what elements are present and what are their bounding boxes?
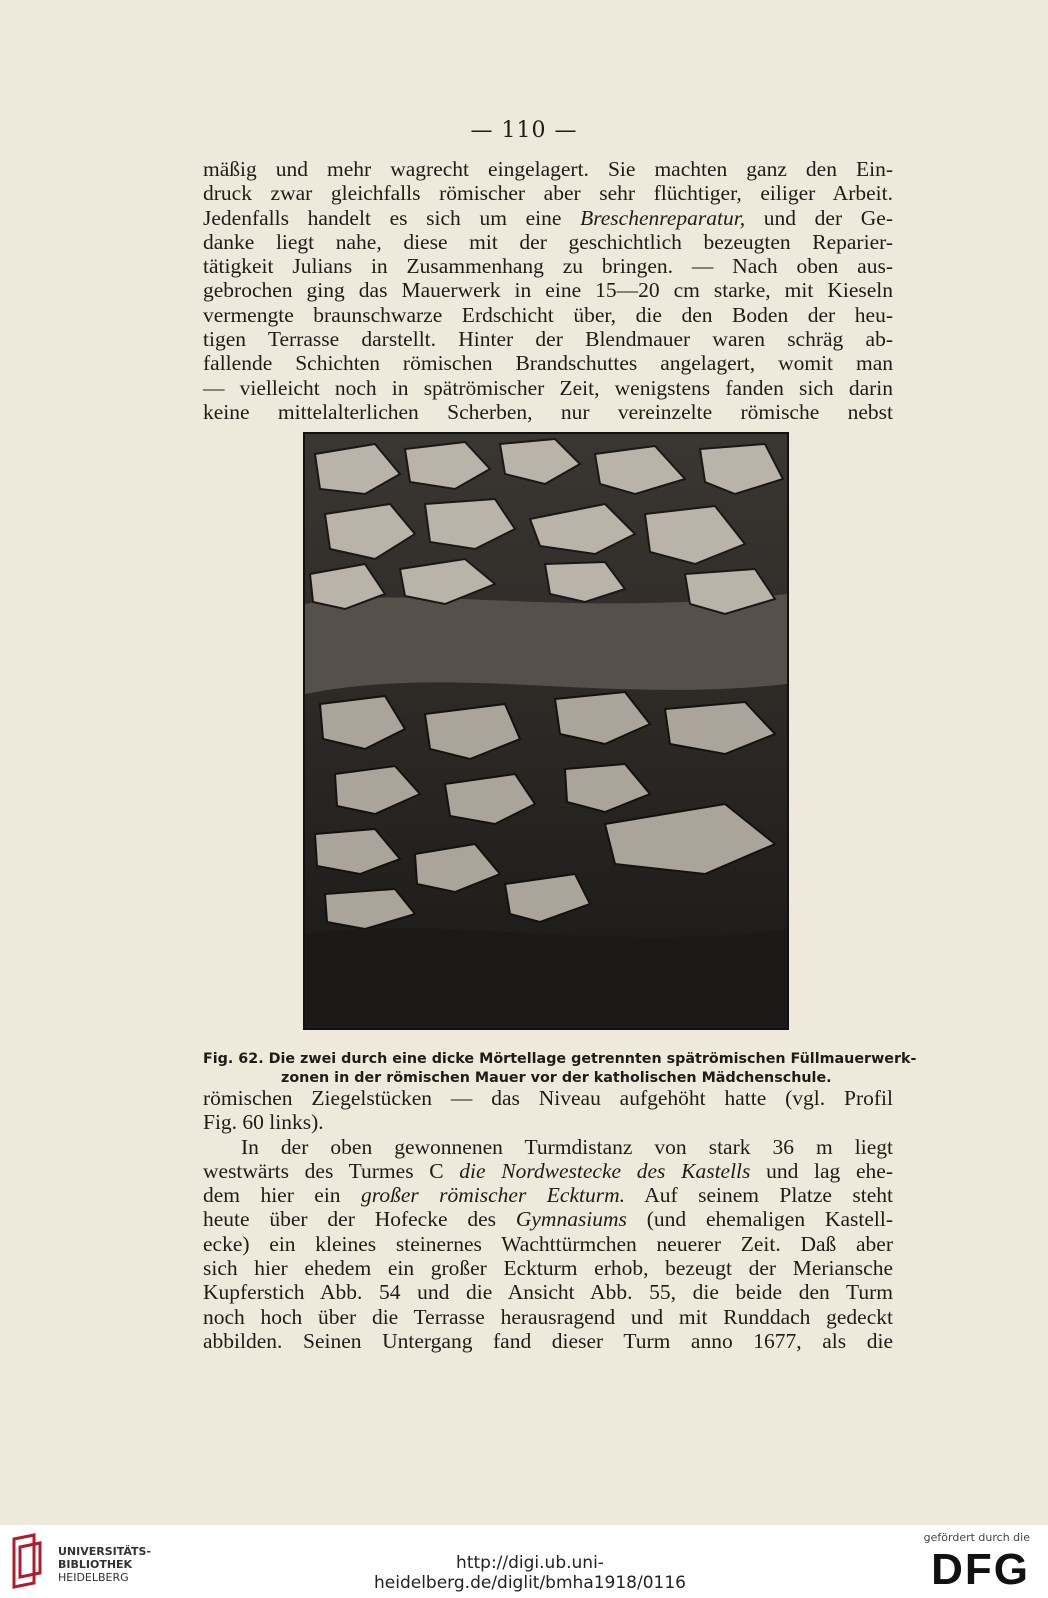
figure-photo-masonry	[303, 432, 789, 1030]
text-line: Fig. 60 links).	[203, 1110, 324, 1135]
text-line: Jedenfalls handelt es sich um eine Breschenreparatur, und der Ge-	[203, 205, 893, 230]
page-number: — 110 —	[470, 118, 578, 143]
text-line: druck zwar gleichfalls römischer aber sehr flüchtiger, eiliger Arbeit.	[203, 181, 893, 206]
text-line: vermengte braunschwarze Erdschicht über, die den Boden der heu-	[203, 302, 893, 327]
text-line: tätigkeit Julians in Zusammenhang zu bringen. — Nach oben aus-	[203, 254, 893, 279]
text-line: — vielleicht noch in spätrömischer Zeit, wenigstens fanden sich darin	[203, 375, 893, 400]
text-line: keine mittelalterlichen Scherben, nur vereinzelte römische nebst	[203, 399, 893, 424]
university-library-logo[interactable]	[10, 1533, 180, 1591]
paragraph-top	[203, 157, 893, 424]
text-line: heute über der Hofecke des Gymnasiums (und ehemaligen Kastell-	[203, 1207, 893, 1232]
funder-block[interactable]	[890, 1531, 1030, 1594]
figure-caption	[203, 1050, 917, 1088]
text-line: danke liegt nahe, diese mit der geschichtlich bezeugten Reparier-	[203, 229, 893, 254]
text-line: tigen Terrasse darstellt. Hinter der Blendmauer waren schräg ab-	[203, 327, 893, 352]
library-emblem-icon	[10, 1533, 50, 1589]
institution-name: UNIVERSITÄTS- BIBLIOTHEK HEIDELBERG	[58, 1545, 152, 1584]
text-line: noch hoch über die Terrasse herausragend und mit Runddach gedeckt	[203, 1304, 893, 1329]
footer-bar	[0, 1525, 1048, 1598]
caption-line: zonen in der römischen Mauer vor der katholischen Mädchenschule.	[281, 1070, 832, 1086]
text-line: römischen Ziegelstücken — das Niveau aufgehöht hatte (vgl. Profil	[203, 1086, 893, 1110]
text-line: Kupferstich Abb. 54 und die Ansicht Abb. 55, die beide den Turm	[203, 1280, 893, 1305]
text-line: mäßig und mehr wagrecht eingelagert. Sie machten ganz den Ein-	[203, 157, 893, 181]
permalink-url[interactable]: http://digi.ub.uni-heidelberg.de/diglit/bmha1918/0116	[374, 1553, 686, 1593]
text-line: dem hier ein großer römischer Eckturm. Auf seinem Platze steht	[203, 1183, 893, 1208]
text-line: fallende Schichten römischen Brandschuttes angelagert, womit man	[203, 351, 893, 376]
text-line: abbilden. Seinen Untergang fand dieser Turm anno 1677, als die	[203, 1328, 893, 1353]
masonry-photo-illustration	[305, 434, 787, 1028]
text-line: westwärts des Turmes C die Nordwestecke des Kastells und lag ehe-	[203, 1158, 893, 1183]
text-line: ecke) ein kleines steinernes Wachttürmchen neuerer Zeit. Daß aber	[203, 1231, 893, 1256]
caption-line: Fig. 62. Die zwei durch eine dicke Mörtellage getrennten spätrömischen Füllmauerwerk-	[203, 1051, 917, 1067]
text-line: sich hier ehedem ein großer Eckturm erhob, bezeugt der Meriansche	[203, 1256, 893, 1281]
paragraph-bottom	[203, 1086, 893, 1353]
dfg-logo: DFG	[931, 1545, 1030, 1594]
text-line: gebrochen ging das Mauerwerk in eine 15—20 cm starke, mit Kieseln	[203, 278, 893, 303]
funded-by-label: gefördert durch die	[923, 1531, 1030, 1544]
text-line: In der oben gewonnenen Turmdistanz von stark 36 m liegt	[241, 1134, 893, 1159]
